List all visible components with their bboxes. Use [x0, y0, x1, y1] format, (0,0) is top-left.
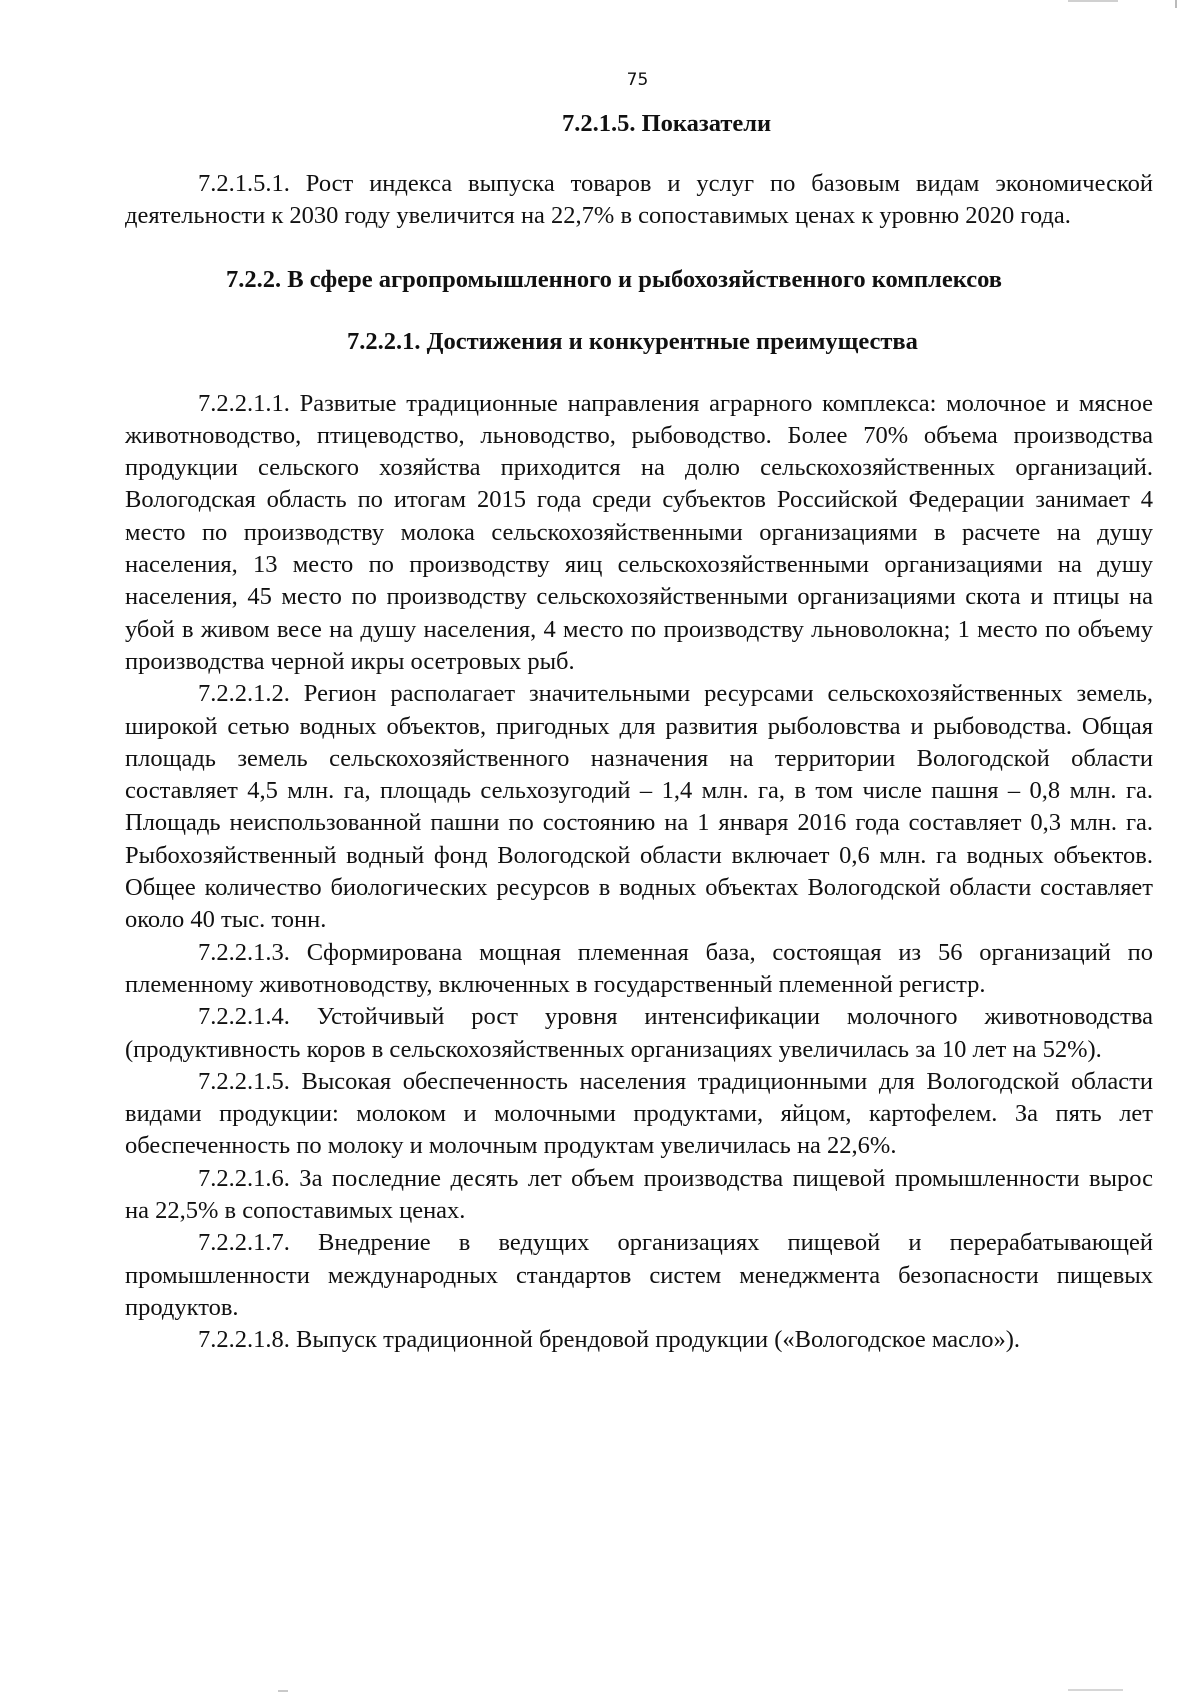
- heading-7-2-2: 7.2.2. В сфере агропромышленного и рыбохозяйственного комплексов: [226, 265, 1002, 293]
- paragraph-7-2-2-1-4: 7.2.2.1.4. Устойчивый рост уровня интенсификации молочного животноводства (продуктивность коров в сельскохозяйственных организациях увеличилась за 10 лет на 52%).: [125, 1003, 1153, 1063]
- document-body: [125, 108, 1153, 1357]
- heading-7-2-1-5: 7.2.1.5. Показатели: [562, 110, 772, 137]
- scan-artifact-top-edge: [1175, 0, 1177, 8]
- paragraph-7-2-2-1-6: 7.2.2.1.6. За последние десять лет объем производства пищевой промышленности вырос на 22,5% в сопоставимых ценах.: [125, 1164, 1153, 1225]
- scan-artifact-top-right: [1068, 0, 1118, 2]
- scan-artifact-bottom-left: [278, 1690, 288, 1692]
- paragraph-7-2-2-1-8: 7.2.2.1.8. Выпуск традиционной брендовой продукции («Вологодское масло»).: [198, 1326, 1021, 1354]
- paragraph-7-2-2-1-3: 7.2.2.1.3. Сформирована мощная племенная база, состоящая из 56 организаций по племенному животноводству, включенных в государственный племенной регистр.: [125, 938, 1153, 998]
- scan-artifact-bottom-right: [1068, 1689, 1123, 1691]
- paragraph-7-2-1-5-1: 7.2.1.5.1. Рост индекса выпуска товаров и услуг по базовым видам экономической деятельности к 2030 году увеличится на 22,7% в сопоставимых ценах к уровню 2020 года.: [125, 170, 1153, 230]
- page-number: 75: [626, 70, 649, 90]
- paragraph-7-2-2-1-7: 7.2.2.1.7. Внедрение в ведущих организациях пищевой и перерабатывающей промышленности международных стандартов систем менеджмента безопасности пищевых продуктов.: [125, 1229, 1153, 1321]
- paragraph-7-2-2-1-5: 7.2.2.1.5. Высокая обеспеченность населения традиционными для Вологодской области видами продукции: молоком и молочными продуктами, яйцом, картофелем. За пять лет обеспеченность по молоку и молочным продуктам увеличилась на 22,6%.: [125, 1067, 1153, 1160]
- heading-7-2-2-1: 7.2.2.1. Достижения и конкурентные преимущества: [347, 327, 918, 355]
- paragraph-7-2-2-1-1: 7.2.2.1.1. Развитые традиционные направления аграрного комплекса: молочное и мясное животноводство, птицеводство, льноводство, рыбоводство. Более 70% объема производства продукции сельского хозяйства приходится на долю сельскохозяйственных организаций. Вологодская область по итогам 2015 года среди субъектов Российской Федерации занимает 4 место по производству молока сельскохозяйственными организациями в расчете на душу населения, 13 место по производству яиц сельскохозяйственными организациями на душу населения, 45 место по производству сельскохозяйственными организациями скота и птицы на убой в живом весе на душу населения, 4 место по производству льноволокна; 1 место по объему производства черной икры осетровых рыб.: [125, 389, 1153, 675]
- paragraph-7-2-2-1-2: 7.2.2.1.2. Регион располагает значительными ресурсами сельскохозяйственных земель, широкой сетью водных объектов, пригодных для развития рыболовства и рыбоводства. Общая площадь земель сельскохозяйственного назначения на территории Вологодской области составляет 4,5 млн. га, площадь сельхозугодий – 1,4 млн. га, в том числе пашня – 0,8 млн. га. Площадь неиспользованной пашни по состоянию на 1 января 2016 года составляет 0,3 млн. га. Рыбохозяйственный водный фонд Вологодской области включает 0,6 млн. га водных объектов. Общее количество биологических ресурсов в водных объектах Вологодской области составляет около 40 тыс. тонн.: [125, 680, 1153, 934]
